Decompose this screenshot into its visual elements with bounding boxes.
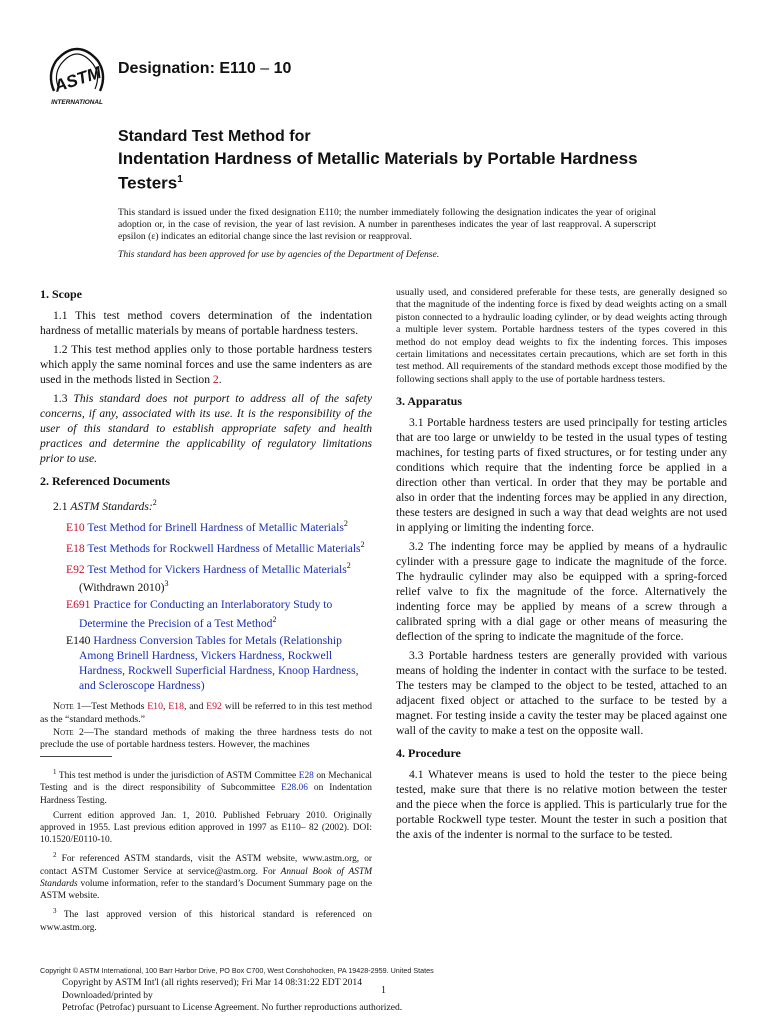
subcommittee-e28-06-link[interactable]: E28.06 <box>281 783 308 794</box>
astm-standards-label <box>40 495 372 514</box>
page-number: 1 <box>381 985 386 996</box>
astm-standards-sup: 2 <box>152 498 157 507</box>
note-2-text: 2—The standard methods of making the three hardness tests do not preclude the use of portable hardness testers. However, the machines <box>40 726 372 751</box>
footnote-rule <box>40 756 112 757</box>
note-2-continued <box>396 287 727 386</box>
right-column <box>396 287 727 846</box>
section-2-link[interactable]: 2 <box>212 373 219 386</box>
astm-standards-num: 2.1 <box>53 499 71 513</box>
scope-1-3 <box>40 391 372 466</box>
footnote-2 <box>40 849 372 902</box>
ref-e10[interactable] <box>53 516 372 535</box>
note-1-label: Note <box>53 701 74 713</box>
note-1-text: 1—Test Methods <box>73 701 148 713</box>
ref-sup: 2 <box>346 560 351 570</box>
footnote-1 <box>40 766 372 807</box>
footnote-1-text: This test method is under the jurisdiction of ASTM Committee <box>58 771 299 782</box>
footnote-2-text: For referenced ASTM standards, visit the ASTM website, www.astm.org, or contact ASTM Customer Service at service@astm.org. For <box>40 854 373 877</box>
astm-standards-text: ASTM Standards: <box>70 499 153 513</box>
ref-code[interactable]: E691 <box>66 598 91 612</box>
note-link-e92[interactable]: E92 <box>206 701 222 713</box>
committee-e28-link[interactable]: E28 <box>298 771 314 782</box>
copyright-line: Copyright © ASTM International, 100 Barr Harbor Drive, PO Box C700, West Conshohocken, PA 19428-2959. United States <box>40 966 434 975</box>
logo-sub: INTERNATIONAL <box>51 99 103 106</box>
ref-code[interactable]: E18 <box>66 541 85 555</box>
footnotes <box>40 766 372 937</box>
footnote-2-text-b: volume information, refer to the standard’s Document Summary page on the ASTM website. <box>40 878 372 902</box>
astm-logo <box>44 47 110 107</box>
logo-letters: ASTM <box>51 62 104 96</box>
designation-year: 10 <box>273 60 292 77</box>
ref-e140[interactable] <box>53 633 372 693</box>
note-1-comma: , <box>162 701 169 713</box>
note-1-end: will be referred to in this test method as the “standard methods.” <box>40 701 372 725</box>
footnote-2-mark: 2 <box>53 851 57 860</box>
designation <box>118 60 291 78</box>
ref-code[interactable]: E92 <box>66 562 85 576</box>
refdocs-heading: 2. Referenced Documents <box>40 474 171 488</box>
note-2 <box>40 727 372 752</box>
scope-1-2-end: . <box>218 373 222 386</box>
footnote-edition: Current edition approved Jan. 1, 2010. Published February 2010. Originally approved in 1955. Last previous edition approved in 1997 as E110– 82 (2002). DOI: 10.1520/E0110-10. <box>40 810 372 846</box>
download-stamp <box>62 977 402 1015</box>
astm-logo-mark <box>44 47 110 107</box>
download-line-1: Copyright by ASTM Int'l (all rights reserved); Fri Mar 14 08:31:22 EDT 2014 <box>62 977 362 988</box>
note-2-cont-text: usually used, and considered preferable for these tests, are generally designed so that the magnitude of the indenting force is fixed by dead weights acting on a small piston connected to a hydraulic loading cylinder, or by dead weights acting through a multiple lever system. Portable hardness testers of the types covered in this method do not employ dead weights to fix the indenting forces. This imposes certain limitations and necessitates certain precautions, which are set forth in this test method. All requirements of the standard methods except those modified by the following sections shall apply to the use of portable hardness testers. <box>396 287 727 385</box>
download-line-2: Downloaded/printed by <box>62 989 153 1001</box>
footnote-3-text: The last approved version of this historical standard is referenced on www.astm.org. <box>40 910 372 933</box>
ref-e18[interactable] <box>53 537 372 556</box>
ref-sup: 2 <box>360 539 365 549</box>
ref-e92[interactable] <box>53 558 372 596</box>
footnote-3 <box>40 905 372 934</box>
ref-title[interactable]: Test Method for Brinell Hardness of Metallic Materials <box>87 520 344 534</box>
note-1-and: , and <box>183 701 207 713</box>
scope-1-1: 1.1 This test method covers determination of the indentation hardness of metallic materials by means of portable hardness testers. <box>40 309 372 337</box>
note-2-label: Note <box>53 726 74 738</box>
apparatus-3-2: 3.2 The indenting force may be applied by means of a hydraulic cylinder with a pressure gage to indicate the magnitude of the force. The hydraulic cylinder may also be equipped with a spring-forced relief valve to fix the magnitude of the force. Alternatively the indenting force may be applied by means of a screw through a calibrated spring with a dial gage or other means of measuring the deflection of the spring to indicate the magnitude of the force. <box>396 540 727 644</box>
ref-title[interactable]: Hardness Conversion Tables for Metals (Relationship Among Brinell Hardness, Vickers Hardness, Rockwell Hardness, Rockwell Superficial Hardness, Knoop Hardness, and Scleroscope Hardness) <box>79 634 359 693</box>
ref-sup-3: 3 <box>164 579 169 589</box>
intro-paragraph: This standard is issued under the fixed designation E110; the number immediately following the designation indicates the year of original adoption or, in the case of revision, the year of last revision. A number in parentheses indicates the year of last reapproval. A superscript epsilon (ε) indicates an editorial change since the last revision or reapproval. <box>118 207 656 243</box>
dod-approval: This standard has been approved for use by agencies of the Department of Defense. <box>118 249 440 260</box>
designation-dash: – <box>255 60 274 77</box>
ref-withdrawn: (Withdrawn 2010) <box>79 581 165 595</box>
note-1 <box>40 701 372 726</box>
note-link-e18[interactable]: E18 <box>168 701 184 713</box>
scope-1-3-num: 1.3 <box>53 392 74 405</box>
ref-code[interactable]: E10 <box>66 520 85 534</box>
procedure-4-1: 4.1 Whatever means is used to hold the tester to the piece being tested, make sure that there is no relative motion between the tester and the piece when the force is applied. This is particularly true for the portable Rockwell type tester. Mount the tester in such a position that the axis of the indenter is normal to the surface to be tested. <box>396 768 727 842</box>
title-line-1: Standard Test Method for <box>118 128 311 145</box>
footnote-1-mark: 1 <box>53 768 57 776</box>
footnote-2-italic: Annual Book of ASTM Standards <box>40 866 372 889</box>
ref-code: E140 <box>66 634 91 648</box>
title-footnote-mark: 1 <box>177 174 183 185</box>
notes <box>40 701 372 752</box>
left-column <box>40 287 372 753</box>
ref-e691[interactable] <box>53 597 372 631</box>
designation-label: Designation: E110 <box>118 60 256 77</box>
footnote-1-text-c: on Indentation Hardness Testing. <box>40 783 372 806</box>
title-line-2 <box>118 148 638 194</box>
scope-heading: 1. Scope <box>40 287 82 301</box>
footnote-1-text-b: on Mechanical Testing and is the direct responsibility of Subcommittee <box>40 771 372 794</box>
ref-sup: 2 <box>272 615 277 625</box>
ref-title[interactable]: Practice for Conducting an Interlaboratory Study to Determine the Precision of a Test Method <box>79 598 333 631</box>
scope-1-2-text: 1.2 This test method applies only to those portable hardness testers which apply the same nominal forces and use the same indenters as are used in the methods listed in Section <box>40 343 372 386</box>
title-main: Indentation Hardness of Metallic Materials by Portable Hardness Testers <box>118 149 638 193</box>
scope-1-3-text: This standard does not purport to address all of the safety concerns, if any, associated with its use. It is the responsibility of the user of this standard to establish appropriate safety and health practices and determine the applicability of regulatory limitations prior to use. <box>40 392 373 465</box>
ref-title[interactable]: Test Method for Vickers Hardness of Metallic Materials <box>87 562 347 576</box>
note-link-e10[interactable]: E10 <box>147 701 163 713</box>
download-line-3: Petrofac (Petrofac) pursuant to License Agreement. No further reproductions authorized. <box>62 1002 403 1014</box>
ref-sup: 2 <box>343 518 348 528</box>
scope-1-2 <box>40 342 372 387</box>
footnote-3-mark: 3 <box>53 907 57 916</box>
ref-title[interactable]: Test Methods for Rockwell Hardness of Metallic Materials <box>87 541 361 555</box>
procedure-heading: 4. Procedure <box>396 746 461 761</box>
apparatus-3-3: 3.3 Portable hardness testers are generally provided with various means of holding the indenter in contact with the surface to be tested. The testers may be clamped to the object to be tested, attached to an adjacent fixed object or attached to the surface to be tested by a magnet. For testing inside a cavity the tester may be placed against one wall of the cavity to make a test on the opposite wall. <box>396 649 727 738</box>
apparatus-heading: 3. Apparatus <box>396 394 463 409</box>
apparatus-3-1: 3.1 Portable hardness testers are used principally for testing articles that are too large or unwieldy to be tested in the usual types of testing machines, for testing parts of fixed structures, or for testing under any conditions which require that the indenting force be applied in a direction other than vertical. In order that they may be portable and also in order that the indenting forces may be applied in any direction, these testers are designed in such a way that dead weights are not used in applying or limiting the indenting force. <box>396 416 727 535</box>
